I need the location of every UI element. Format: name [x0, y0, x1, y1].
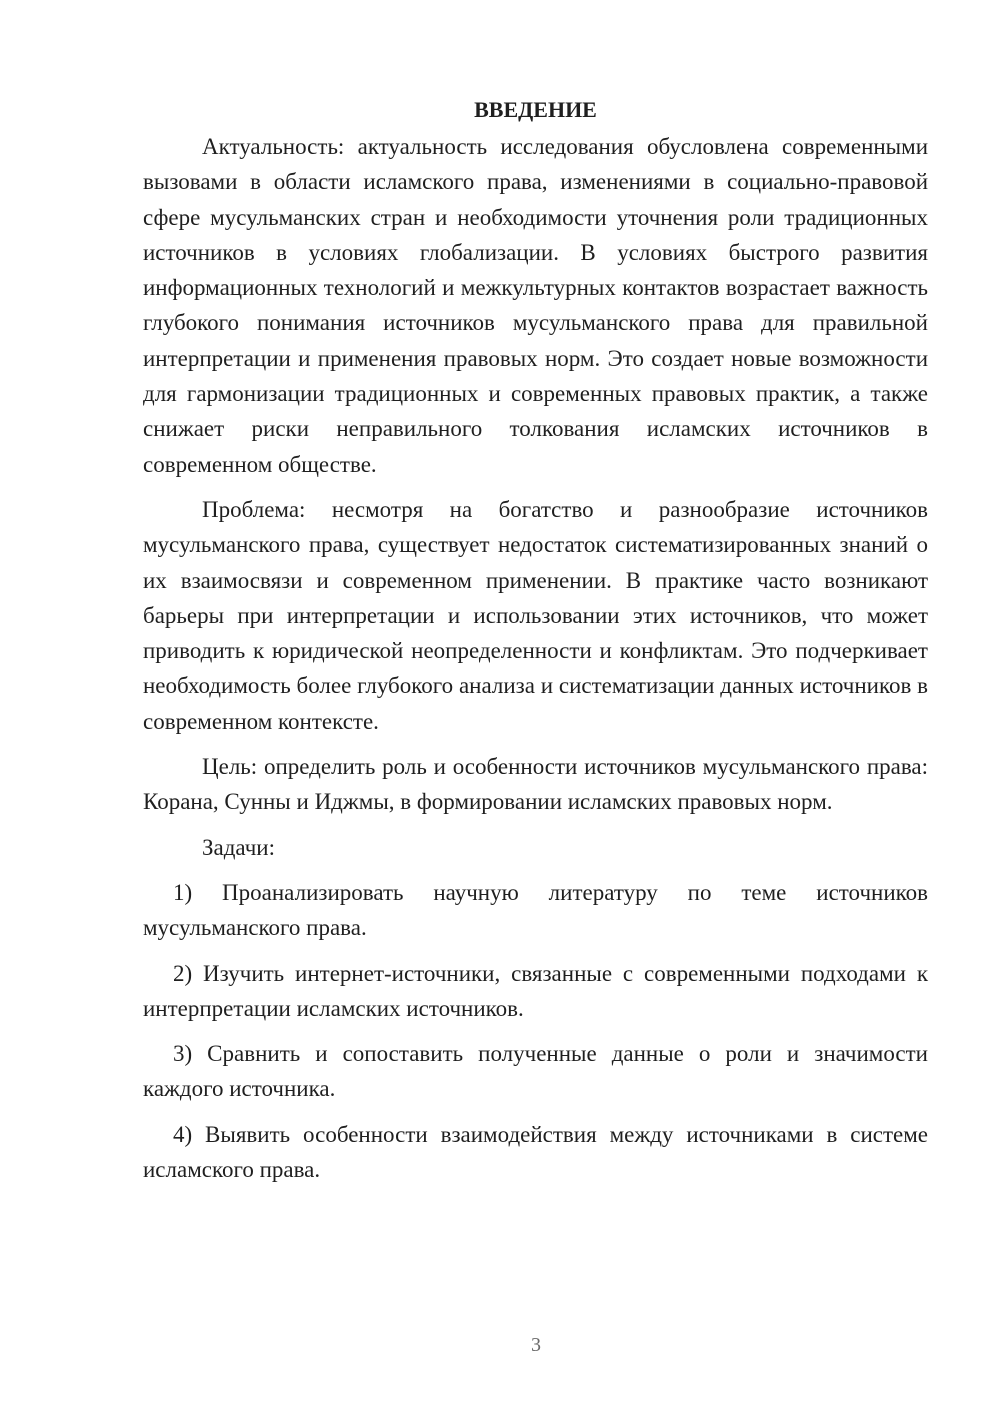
page-number: 3 — [531, 1334, 541, 1356]
section-heading: ВВЕДЕНИЕ — [474, 97, 597, 122]
problem-paragraph: Проблема: несмотря на богатство и разнообразие источников мусульманского права, существует недостаток систематизированных знаний о их взаимосвязи и современном применении. В практике часто возникают барьеры при интерпретации и использовании этих источников, что может приводить к юридической неопределенности и конфликтам. Это подчеркивает необходимость более глубокого анализа и систематизации данных источников в современном контексте. — [143, 496, 928, 734]
task-item-4: 4) Выявить особенности взаимодействия между источниками в системе исламского права. — [143, 1121, 928, 1183]
relevance-paragraph: Актуальность: актуальность исследования обусловлена современными вызовами в области исламского права, изменениями в социально-правовой сфере мусульманских стран и необходимости уточнения роли традиционных источников в условиях глобализации. В условиях быстрого развития информационных технологий и межкультурных контактов возрастает важность глубокого понимания источников мусульманского права для правильной интерпретации и применения правовых норм. Это создает новые возможности для гармонизации традиционных и современных правовых практик, а также снижает риски неправильного толкования исламских источников в современном обществе. — [143, 134, 928, 477]
task-item-3: 3) Сравнить и сопоставить полученные данные о роли и значимости каждого источника. — [143, 1041, 928, 1102]
goal-paragraph: Цель: определить роль и особенности источников мусульманского права: Корана, Сунны и Иджмы, в формировании исламских правовых норм. — [143, 754, 928, 815]
task-item-1: 1) Проанализировать научную литературу по теме источников мусульманского права. — [143, 879, 928, 941]
tasks-label: Задачи: — [202, 834, 275, 860]
task-item-2: 2) Изучить интернет-источники, связанные с современными подходами к интерпретации исламских источников. — [143, 960, 928, 1021]
document-body — [143, 92, 928, 1197]
